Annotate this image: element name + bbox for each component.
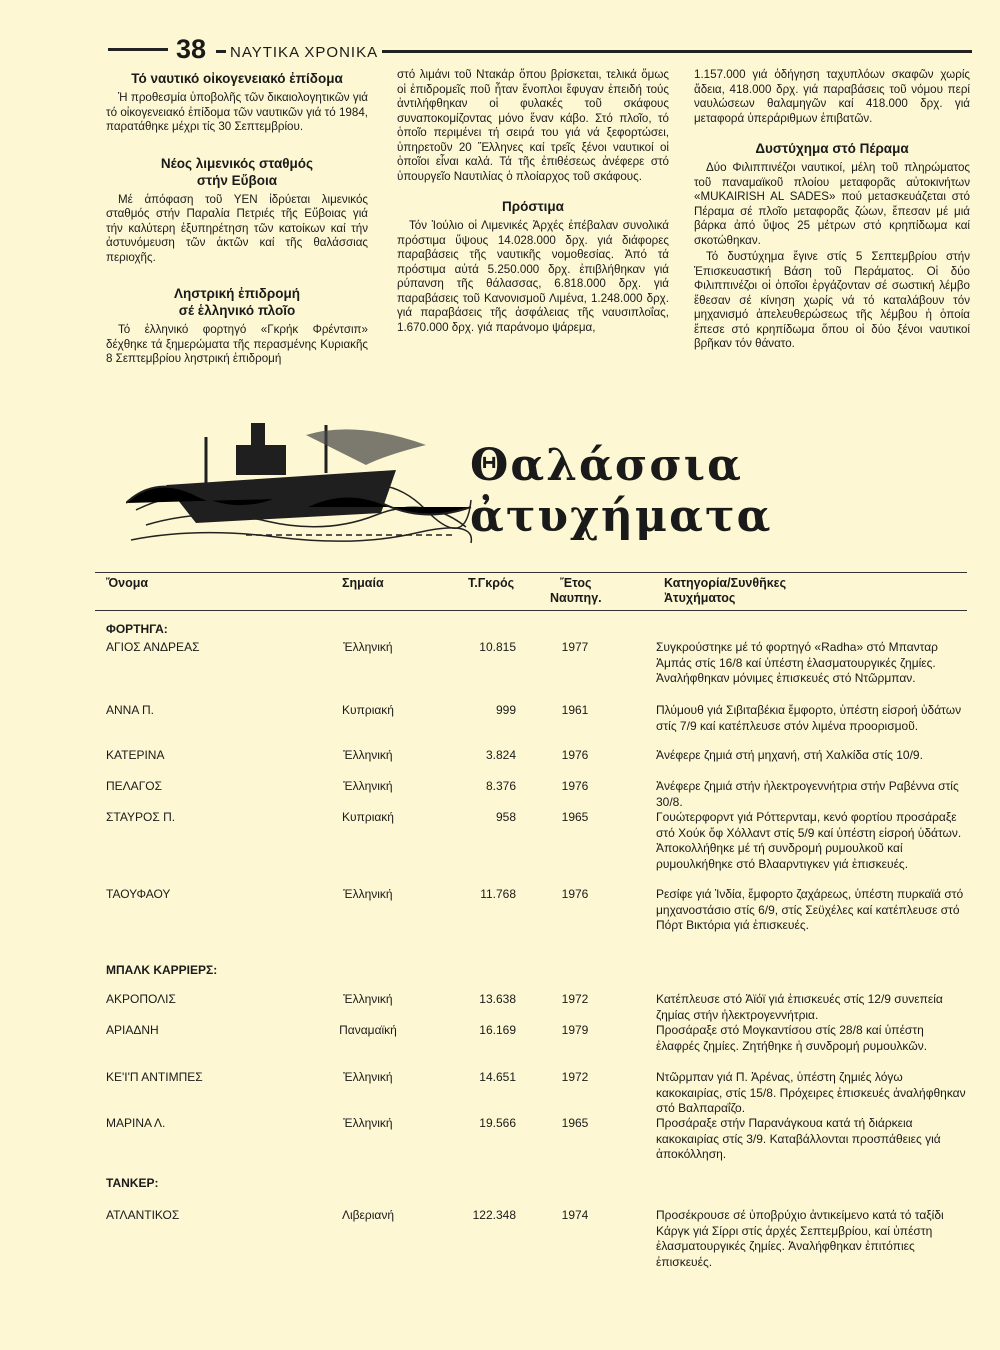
col-header-flag: Σημαία [342, 576, 384, 590]
article-text: 1.157.000 γιά ὁδήγηση ταχυπλόων σκαφῶν χωρίς ἄδεια, 418.000 δρχ. γιά παραβάσεις τοῦ νόμου περί ναυλώσεων θαλαμηγῶν καί 418.000 δρχ. γιά μεταφορά ὑπεράριθμων ἐπιβατῶν. [694, 68, 970, 125]
magazine-title: ΝΑΥΤΙΚΑ ΧΡΟΝΙΚΑ [226, 44, 382, 61]
header-rule-left [108, 48, 168, 51]
ship-accident: Ἀνέφερε ζημιά στή μηχανή, στή Χαλκίδα στίς 10/9. [656, 748, 923, 762]
article-title: Δυστύχημα στό Πέραμα [755, 141, 909, 156]
col-header-desc [664, 576, 786, 606]
col-header-year [550, 576, 602, 606]
ship-accident: Συγκρούστηκε μέ τό φορτηγό «Radha» στό Μπανταρ Ἀμπάς στίς 16/8 καί ὑπέστη ἐλασματουργικές ζημίες. Ἀναλήφθηκαν μόνιμες ἐπισκευές στό Ντῶρμπαν. [656, 640, 938, 685]
article-title: Τό ναυτικό οἰκογενειακό ἐπίδομα [131, 71, 343, 86]
title-line: στήν Εὔβοια [196, 172, 278, 188]
ship-flag: Παναμαϊκή [339, 1023, 397, 1037]
ship-name: ΑΓΙΟΣ ΑΝΔΡΕΑΣ [106, 640, 200, 654]
year-label-2: Ναυπηγ. [550, 591, 602, 605]
ship-grt: 16.169 [479, 1023, 516, 1037]
ship-name: ΣΤΑΥΡΟΣ Π. [106, 810, 176, 824]
ship-flag: Ἑλληνική [343, 779, 393, 793]
ship-name: ΤΑΟΥΦΑΟΥ [106, 887, 171, 901]
ship-grt: 11.768 [480, 887, 516, 901]
ship-accident: Κατέπλευσε στό Ἀϊόϊ γιά ἐπισκευές στίς 12/9 συνεπεία ζημίας στήν ἠλεκτρογεννήτρια. [656, 992, 943, 1022]
ship-name: ΜΑΡΙΝΑ Λ. [106, 1116, 166, 1130]
section-title: Θαλάσσια ἀτυχήματα [470, 440, 773, 542]
col-header-name: Ὄνομα [106, 576, 149, 590]
column-2 [397, 68, 669, 337]
ship-year: 1972 [561, 992, 589, 1006]
column-3 [694, 68, 970, 354]
ship-flag: Ἑλληνική [343, 748, 393, 762]
column-1 [106, 68, 368, 369]
ship-accident: Προσάραξε στό Μογκαντίσου στίς 28/8 καί ὑπέστη ἐλαφρές ζημίες. Ζητήθηκε ἡ συνδρομή ρυμουλκῶν. [656, 1023, 928, 1053]
article-text: Μέ ἀπόφαση τοῦ ΥΕΝ ἱδρύεται λιμενικός σταθμός στήν Παραλία Πετριές τῆς Εὔβοιας γιά τήν καλύτερη ἐξυπηρέτηση τῶν κατοίκων καί τήν ἀστυνόμευση τῶν ἀκτῶν καί τῆς θαλάσσιας περιοχῆς. [106, 192, 368, 264]
ship-grt: 122.348 [472, 1208, 516, 1222]
ship-name: ΚΑΤΕΡΙΝΑ [106, 748, 165, 762]
table-top-rule [95, 572, 967, 573]
ship-year: 1972 [561, 1070, 589, 1084]
ship-flag: Ἑλληνική [343, 1070, 393, 1084]
ship-grt: 958 [495, 810, 516, 824]
ship-grt: 10.815 [479, 640, 516, 654]
ship-year: 1974 [561, 1208, 589, 1222]
ship-grt: 14.651 [479, 1070, 516, 1084]
year-label: Ἔτος [560, 576, 592, 590]
article-title: Πρόστιμα [502, 199, 564, 214]
ship-grt: 999 [495, 703, 516, 717]
ship-year: 1979 [561, 1023, 589, 1037]
ship-accident: Ἀνέφερε ζημιά στήν ἠλεκτρογεννήτρια στήν Ραβέννα στίς 30/8. [656, 779, 959, 809]
ship-year: 1965 [561, 810, 589, 824]
ship-accident: Προσάραξε στήν Παρανάγκουα κατά τή διάρκεια κακοκαιρίας στίς 3/9. Καταβάλλονται προσπάθειες γιά ἀποκόλληση. [656, 1116, 941, 1161]
desc-label-2: Ἀτυχήματος [664, 591, 736, 605]
page-number: 38 [176, 34, 207, 64]
col-header-grt: Τ.Γκρός [468, 576, 515, 590]
ship-name: ΑΝΝΑ Π. [106, 703, 155, 717]
category-tanker: ΤΑΝΚΕΡ: [106, 1176, 159, 1190]
ship-year: 1961 [561, 703, 589, 717]
ship-name: ΚΕ'Ι'Π ΑΝΤΙΜΠΕΣ [106, 1070, 203, 1084]
ship-name: ΑΤΛΑΝΤΙΚΟΣ [106, 1208, 180, 1222]
ship-name: ΑΡΙΑΔΝΗ [106, 1023, 159, 1037]
title-line: σέ ἑλληνικό πλοῖο [178, 303, 296, 318]
ship-grt: 13.638 [479, 992, 516, 1006]
article-title [106, 285, 368, 319]
ship-flag: Λιβεριανή [341, 1208, 395, 1222]
title-line: Ληστρική ἐπιδρομή [174, 286, 300, 301]
ship-flag: Ἑλληνική [343, 887, 393, 901]
category-cargo: ΦΟΡΤΗΓΑ: [106, 622, 168, 636]
ship-flag: Κυπριακή [342, 703, 394, 717]
ship-accident: Προσέκρουσε σέ ὑποβρύχιο ἀντικείμενο κατά τό ταξίδι Κάργκ γιά Σίρρι στίς ἀρχές Σεπτεμβρίου, καί ὑπέστη ἐλασματουργικές ζημίες. Ἀναλήφθηκαν ἐπιτόπιες ἐπισκευές. [656, 1208, 944, 1269]
ship-grt: 3.824 [485, 748, 516, 762]
ship-accident: Ρεσίφε γιά Ἰνδία, ἔμφορτο ζαχάρεως, ὑπέστη πυρκαϊά στό μηχανοστάσιο στίς 6/9, στίς Σεϋχέλες καί κατέπλευσε στό Πόρτ Βικτόρια γιά ἐπισκευές. [656, 887, 964, 932]
ship-accident: Πλύμουθ γιά Σιβιταβέκια ἔμφορτο, ὑπέστη εἰσροή ὑδάτων στίς 7/9 καί κατέπλευσε στόν λιμένα προορισμοῦ. [656, 703, 962, 733]
ship-grt: 19.566 [479, 1116, 516, 1130]
ship-accident: Ντῶρμπαν γιά Π. Ἀρένας, ὑπέστη ζημιές λόγω κακοκαιρίας, στίς 15/8. Πρόχειρες ἐπισκευές ἀναλήφθηκαν στό Βαλπαραΐζο. [656, 1070, 966, 1115]
article-title [106, 155, 368, 189]
ship-year: 1976 [561, 779, 589, 793]
article-text: Ἡ προθεσμία ὑποβολῆς τῶν δικαιολογητικῶν γιά τό οἰκογενειακό ἐπίδομα τῶν ναυτικῶν γιά τό 1984, παρατάθηκε μέχρι τίς 30 Σεπτεμβρίου. [106, 91, 368, 133]
ship-year: 1976 [561, 887, 589, 901]
article-text: Τό δυστύχημα ἔγινε στίς 5 Σεπτεμβρίου στήν Ἐπισκευαστική Βάση τοῦ Περάματος. Οἱ δύο Φιλιππινέζοι οἱ ὁποῖοι ἐργάζονταν σέ σωστική λέμβο ἔθεσαν σέ κίνηση χωρίς νά τό καταλάβουν τόν μηχανισμό ἀπελευθερώσεως τῆς λέμβου ἡ ὁποία ἔπεσε στό κρηπίδωμα ὅπου οἱ δύο ξένοι ναυτικοί βρῆκαν τόν θάνατο. [694, 250, 970, 350]
ship-grt: 8.376 [485, 779, 516, 793]
title-line: Νέος λιμενικός σταθμός [160, 155, 314, 171]
ship-year: 1976 [561, 748, 589, 762]
ship-accident: Γουώτερφορντ γιά Ρόττερνταμ, κενό φορτίου προσάραξε στό Χούκ ὄφ Χόλλαντ στίς 5/9 καί ὑπέστη εἰσροή ὑδάτων. Ἀποκολλήθηκε μέ τή συνδρομή ρυμουλκοῦ καί ρυμουλκήθηκε στό Βλααρντιγκεν γιά ἐπισκευές. [656, 810, 962, 871]
article-text: Δύο Φιλιππινέζοι ναυτικοί, μέλη τοῦ πληρώματος τοῦ παναμαϊκοῦ πλοίου μεταφορᾶς αὐτοκινήτων «MUKAIRISH AL SADES» πού μετασκευάζεται στό Πέραμα σέ πλοῖο μεταφορᾶς ζώων, ἔπεσαν μέ μιά βάρκα ἀπό ὕψος 25 μέτρων στό κρηπίδωμα καί σκοτώθηκαν. [694, 161, 970, 247]
page-header [96, 34, 972, 68]
category-bulk: ΜΠΑΛΚ ΚΑΡΡΙΕΡΣ: [106, 963, 218, 977]
article-text: στό λιμάνι τοῦ Ντακάρ ὅπου βρίσκεται, τελικά ὅμως οἱ ἐπιδρομεῖς ποῦ ἦταν ἔνοπλοι ἔφυγαν ἐπειδή τούς ἀντιλήφθηκαν οἱ φυλακές τοῦ σκάφους συναποκομίζοντας μόνο ἕναν κάβο. Στό πλοῖο, τό ὁποῖο περιμένει τή σειρά του γιά νά ξεφορτώσει, ὑπηρετοῦν 20 Ἕλληνες καί τρεῖς ξένοι ναυτικοί οἱ ὁποῖοι εἶναι καλά. Τά τῆς ἐπιθέσεως ἀνέφερε στό ὑπουργεῖο Ναυτιλίας ὁ πλοίαρχος τοῦ σκάφους. [397, 68, 669, 183]
ship-illustration [126, 415, 476, 555]
article-text: Τό ἑλληνικό φορτηγό «Γκρήκ Φρέντσιπ» δέχθηκε τά ξημερώματα τῆς περασμένης Κυριακῆς 8 Σεπτεμβρίου ληστρική ἐπιδρομή [106, 323, 368, 365]
ship-year: 1977 [561, 640, 589, 654]
ship-year: 1965 [561, 1116, 589, 1130]
ship-flag: Ἑλληνική [343, 992, 393, 1006]
article-text: Τόν Ἰούλιο οἱ Λιμενικές Ἀρχές ἐπέβαλαν συνολικά πρόστιμα ὕψους 14.028.000 δρχ. γιά διάφορες παραβάσεις τῆς ναυτικῆς νομοθεσίας. Ἀπό τά πρόστιμα αὐτά 5.250.000 δρχ. ἐπιβλήθηκαν γιά ρύπανση τῆς θάλασσας, 6.818.000 δρχ. γιά παραβάσεις τοῦ Κανονισμοῦ Λιμένα, 1.248.000 δρχ. γιά παραβάσεις τῆς ἀσφάλειας τῆς ναυσιπλοΐας, 1.670.000 δρχ. γιά παράνομο ψάρεμα, [397, 219, 669, 334]
ship-flag: Κυπριακή [342, 810, 394, 824]
ship-flag: Ἑλληνική [343, 640, 393, 654]
ship-flag: Ἑλληνική [343, 1116, 393, 1130]
ship-name: ΠΕΛΑΓΟΣ [106, 779, 163, 793]
ship-name: ΑΚΡΟΠΟΛΙΣ [106, 992, 176, 1006]
table-header-rule [95, 610, 967, 611]
desc-label: Κατηγορία/Συνθῆκες [664, 576, 787, 590]
